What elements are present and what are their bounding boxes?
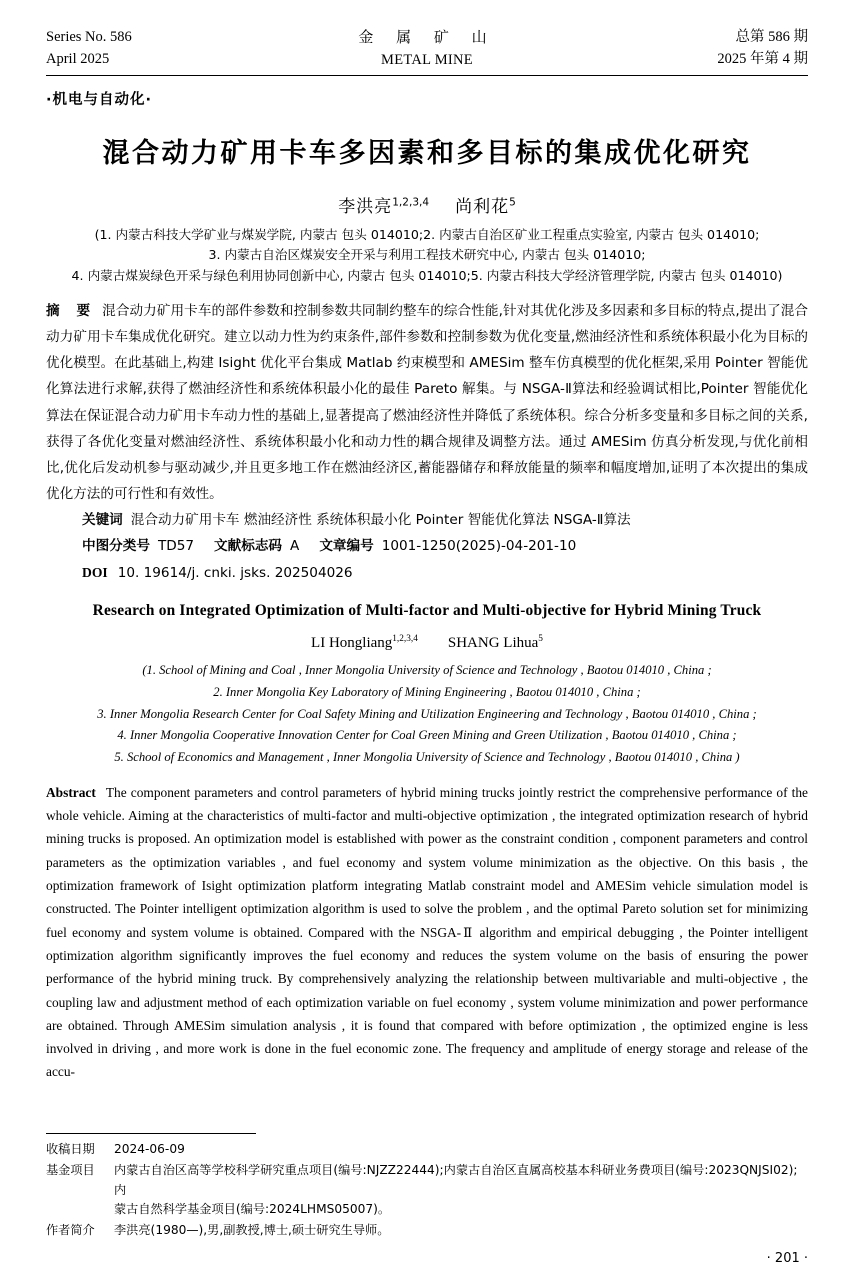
footnote-fund bbox=[46, 1161, 808, 1220]
footnote-fund-body bbox=[114, 1161, 808, 1220]
masthead-divider bbox=[46, 75, 808, 76]
masthead-right bbox=[717, 26, 808, 71]
keywords-cn-row bbox=[46, 507, 808, 534]
footnote-received-label: 收稿日期 bbox=[46, 1142, 95, 1157]
author-cn-2: 尚利花 bbox=[455, 197, 510, 217]
footnote-author-bio-label: 作者简介 bbox=[46, 1223, 95, 1238]
affiliation-cn-line: 4. 内蒙古煤炭绿色开采与绿色利用协同创新中心, 内蒙古 包头 014010;5. 内蒙古科技大学经济管理学院, 内蒙古 包头 014010) bbox=[71, 267, 783, 283]
affiliation-en-line: (1. School of Mining and Coal , Inner Mongolia University of Science and Technology , Baotou 014010 , China ; bbox=[142, 663, 712, 678]
affiliation-cn-line: (1. 内蒙古科技大学矿业与煤炭学院, 内蒙古 包头 014010;2. 内蒙古自治区矿业工程重点实验室, 内蒙古 包头 014010; bbox=[94, 227, 760, 242]
article-id-label: 文章编号 bbox=[319, 538, 374, 555]
footnote-fund-value: 内蒙古自治区高等学校科学研究重点项目(编号:NJZZ22444);内蒙古自治区直属高校基本科研业务费项目(编号:2023QNJSI02);内 bbox=[114, 1162, 798, 1197]
affiliation-en-line: 4. Inner Mongolia Cooperative Innovation Center for Coal Green Mining and Green Utilization , Baotou 014010 , China ; bbox=[117, 728, 737, 743]
clc-value: TD57 bbox=[157, 538, 195, 555]
keywords-cn-label: 关键词 bbox=[82, 511, 123, 528]
article-id-value: 1001-1250(2025)-04-201-10 bbox=[381, 538, 577, 555]
authors-en bbox=[46, 634, 808, 652]
abstract-cn-label: 摘 要 bbox=[46, 303, 97, 320]
footnotes bbox=[46, 1133, 808, 1242]
page-number: · 201 · bbox=[766, 1251, 808, 1266]
page-title-cn: 混合动力矿用卡车多因素和多目标的集成优化研究 bbox=[102, 138, 752, 169]
series-number: Series No. 586 bbox=[46, 29, 132, 45]
footnote-divider bbox=[46, 1133, 256, 1134]
author-en-2: SHANG Lihua bbox=[447, 635, 539, 652]
classification-row bbox=[46, 533, 808, 560]
masthead bbox=[46, 26, 808, 72]
abstract-cn-text: 混合动力矿用卡车的部件参数和控制参数共同制约整车的综合性能,针对其优化涉及多因素和多目标的特点,提出了混合动力矿用卡车集成优化研究。建立以动力性为约束条件,部件参数和控制参数为优化变量,燃油经济性和系统体积最小化为目标的优化模型。在此基础上,构建 Isight 优化平台集成 Matlab 约束模型和 AMESim 整车仿真模型的优化框架,采用 Pointer 智能优化算法进行求解,获得了燃油经济性和系统体积最小化的最佳 Pareto 解集。与 NSGA-Ⅱ算法和经验调试相比,Pointer 智能优化算法在保证混合动力矿用卡车动力性的基础上,显著提高了燃油经济性并降低了系统体积。综合分析多变量和多目标之间的关系,获得了各优化变量对燃油经济性、系统体积最小化和动力性的耦合规律及调整方法。通过 AMESim 仿真分析发现,与优化前相比,优化后发动机参与驱动减少,并且更多地工作在燃油经济区,蓄能器储存和释放能量的频率和幅度增加,证明了本次提出的集成优化方法的可行性和有效性。 bbox=[46, 303, 809, 502]
page-title-en: Research on Integrated Optimization of Multi-factor and Multi-objective for Hybrid Mining Truck bbox=[92, 602, 762, 620]
abstract-en-text: The component parameters and control parameters of hybrid mining trucks jointly restrict the comprehensive performance of the whole vehicle. Aiming at the characteristics of multi-factor and multi-objective optimization , the integrated optimization research of hybrid mining trucks is proposed. An optimization model is established with power as the constraint condition , component parameters and control parameters as the optimization variables , and fuel economy and system volume minimization as the objective. On this basis , the optimization framework of Isight optimization platform integrating Matlab constraint model and AMESim vehicle simulation model is constructed. The Pointer intelligent optimization algorithm is used to solve the problem , and the optimal Pareto solution set for minimizing fuel economy and system volume is obtained. Compared with the NSGA-Ⅱ algorithm and empirical debugging , the Pointer intelligent optimization algorithm significantly improves the fuel economy and reduces the system volume on the basis of ensuring the power performance of the hybrid mining truck. By comprehensively analyzing the relationship between multivariable and multi-objective , the coupling law and adjustment method of each optimization variable on fuel economy , system volume minimization and power performance are obtained. Through AMESim simulation analysis , it is found that compared with before optimization , the optimized engine is less involved in driving , and more work is done in the fuel economic zone. The frequency and amplitude of energy storage and release of the accu- bbox=[46, 784, 808, 1080]
footnote-received bbox=[46, 1140, 808, 1160]
author-en-2-affil-marks: 5 bbox=[538, 634, 543, 645]
author-en-1-affil-marks: 1,2,3,4 bbox=[392, 634, 418, 645]
authors-cn bbox=[46, 192, 808, 217]
affiliation-cn-line: 3. 内蒙古自治区煤炭安全开采与利用工程技术研究中心, 内蒙古 包头 014010; bbox=[208, 247, 646, 263]
footnote-fund-value-cont: 蒙古自然科学基金项目(编号:2024LHMS05007)。 bbox=[114, 1202, 391, 1217]
masthead-center bbox=[46, 26, 808, 72]
journal-title-en: METAL MINE bbox=[381, 52, 473, 69]
affiliations-en bbox=[46, 660, 808, 768]
year-issue: 2025 年第 4 期 bbox=[717, 51, 808, 68]
footnote-received-value: 2024-06-09 bbox=[114, 1142, 185, 1157]
journal-title-cn: 金 属 矿 山 bbox=[358, 28, 496, 46]
abstract-en-label: Abstract bbox=[46, 784, 96, 800]
clc-label: 中图分类号 bbox=[82, 538, 150, 555]
keywords-cn-value: 混合动力矿用卡车 燃油经济性 系统体积最小化 Pointer 智能优化算法 NSGA-Ⅱ算法 bbox=[130, 511, 631, 528]
footnote-fund-label: 基金项目 bbox=[46, 1162, 95, 1177]
doi-row bbox=[46, 560, 808, 587]
affiliation-en-line: 2. Inner Mongolia Key Laboratory of Mining Engineering , Baotou 014010 , China ; bbox=[213, 685, 641, 700]
affiliations-cn bbox=[46, 225, 808, 286]
doi-value: 10. 19614/j. cnki. jsks. 202504026 bbox=[117, 564, 353, 581]
author-cn-1-affil-marks: 1,2,3,4 bbox=[392, 196, 430, 209]
author-cn-2-affil-marks: 5 bbox=[509, 196, 516, 209]
author-cn-1: 李洪亮 bbox=[338, 197, 393, 217]
footnote-author-bio bbox=[46, 1221, 808, 1241]
issue-date: April 2025 bbox=[46, 51, 110, 68]
doc-code-label: 文献标志码 bbox=[214, 538, 283, 555]
total-issue: 总第 586 期 bbox=[735, 29, 808, 45]
doi-label: DOI bbox=[82, 564, 108, 580]
affiliation-en-line: 5. School of Economics and Management , Inner Mongolia University of Science and Technology , Baotou 014010 , China ) bbox=[114, 750, 740, 765]
abstract-cn bbox=[46, 298, 808, 507]
footnote-author-bio-value: 李洪亮(1980—),男,副教授,博士,硕士研究生导师。 bbox=[114, 1223, 390, 1238]
affiliation-en-line: 3. Inner Mongolia Research Center for Coal Safety Mining and Utilization Engineering and Technology , Baotou 014010 , China ; bbox=[97, 706, 757, 721]
section-marker: ·机电与自动化· bbox=[46, 92, 153, 108]
abstract-en bbox=[46, 781, 808, 1084]
doc-code-value: A bbox=[290, 538, 300, 555]
author-en-1: LI Hongliang bbox=[311, 635, 393, 652]
